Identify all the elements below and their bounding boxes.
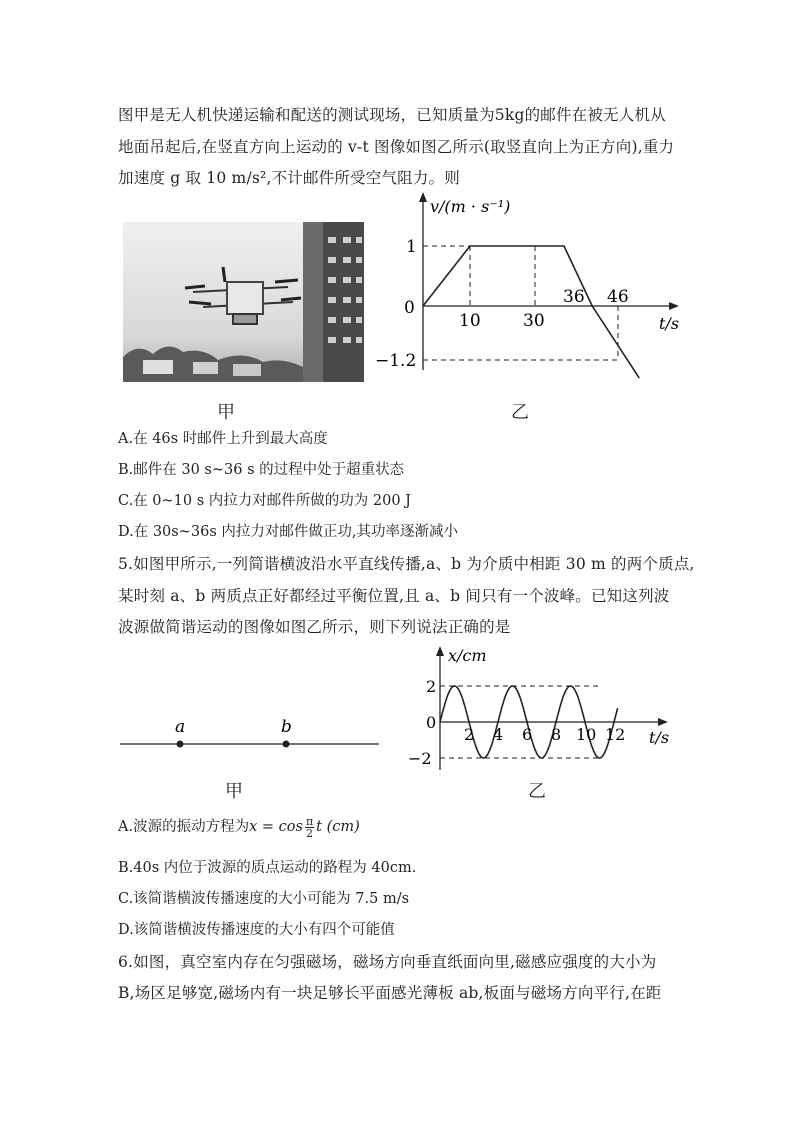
- q4-caption-left: 甲: [217, 402, 235, 423]
- q5-text-line2: 某时刻 a、b 两质点正好都经过平衡位置,且 a、b 间只有一个波峰。已知这列波: [118, 587, 670, 605]
- q5-option-a-eq-left: x = cos: [249, 819, 303, 835]
- xt-xtick-8: 8: [551, 725, 562, 744]
- q5-option-a-fraction: [305, 816, 314, 839]
- vt-xtick-46: 46: [607, 287, 629, 307]
- q4-text-line1: 图甲是无人机快递运输和配送的测试现场，已知质量为5kg的邮件在被无人机从: [118, 106, 666, 124]
- point-a-dot: [177, 741, 184, 748]
- vt-xtick-36: 36: [563, 287, 585, 307]
- xt-ylabel: x/cm: [448, 646, 487, 665]
- q4-option-b: B.邮件在 30 s~36 s 的过程中处于超重状态: [118, 462, 405, 478]
- ab-line-figure: [118, 710, 383, 760]
- xt-xtick-12: 12: [605, 725, 626, 744]
- q5-option-b: B.40s 内位于波源的质点运动的路程为 40cm.: [118, 860, 417, 876]
- q5-option-a-eq-right: t (cm): [316, 819, 360, 835]
- xt-ytick-neg2: −2: [408, 749, 432, 768]
- q4-option-d: D.在 30s~36s 内拉力对邮件做正功,其功率逐渐减小: [118, 524, 458, 540]
- q6-text-line1: 6.如图，真空室内存在匀强磁场，磁场方向垂直纸面向里,磁感应强度的大小为: [118, 953, 657, 971]
- q4-option-a: A.在 46s 时邮件上升到最大高度: [118, 431, 328, 447]
- xt-xlabel: t/s: [649, 728, 670, 747]
- point-b-label: b: [281, 717, 292, 737]
- xt-xtick-2: 2: [464, 725, 475, 744]
- xt-xtick-6: 6: [522, 725, 533, 744]
- q5-text-line1: 5.如图甲所示,一列简谐横波沿水平直线传播,a、b 为介质中相距 30 m 的两个质点,: [118, 555, 695, 573]
- point-a-label: a: [175, 717, 186, 737]
- vt-ytick-1: 1: [406, 237, 417, 257]
- q5-text-line3: 波源做简谐运动的图像如图乙所示，则下列说法正确的是: [118, 618, 511, 636]
- q4-option-c: C.在 0~10 s 内拉力对邮件所做的功为 200 J: [118, 493, 411, 509]
- q5-option-c: C.该简谐横波传播速度的大小可能为 7.5 m/s: [118, 891, 410, 907]
- q4-text-line2: 地面吊起后,在竖直方向上运动的 v-t 图像如图乙所示(取竖直向上为正方向),重力: [118, 138, 675, 156]
- vt-xtick-30: 30: [523, 311, 545, 331]
- vt-xtick-10: 10: [459, 311, 481, 331]
- q4-text-line3: 加速度 g 取 10 m/s²,不计邮件所受空气阻力。则: [118, 169, 460, 187]
- q5-option-a: [118, 815, 360, 839]
- xt-ytick-0: 0: [426, 713, 437, 732]
- xt-xtick-10: 10: [576, 725, 597, 744]
- fraction-denominator: 2: [306, 826, 314, 840]
- xt-graph: [400, 640, 690, 775]
- drone-photo: [123, 222, 364, 382]
- q5-caption-right: 乙: [528, 781, 546, 802]
- xt-xtick-4: 4: [493, 725, 504, 744]
- vt-xlabel: t/s: [659, 314, 680, 333]
- q6-text-line2: B,场区足够宽,磁场内有一块足够长平面感光薄板 ab,板面与磁场方向平行,在距: [118, 984, 662, 1002]
- q4-caption-right: 乙: [511, 402, 529, 423]
- q5-caption-left: 甲: [225, 781, 243, 802]
- vt-ytick-neg: −1.2: [375, 351, 417, 371]
- vt-ylabel: v/(m · s⁻¹): [430, 197, 511, 216]
- q5-option-a-prefix: A.波源的振动方程为: [118, 819, 250, 835]
- xt-ytick-2: 2: [426, 677, 437, 696]
- point-b-dot: [283, 741, 290, 748]
- vt-ytick-0: 0: [404, 298, 415, 318]
- vt-graph: [370, 188, 690, 393]
- fraction-numerator: π: [305, 814, 314, 828]
- q5-option-d: D.该简谐横波传播速度的大小有四个可能值: [118, 922, 395, 938]
